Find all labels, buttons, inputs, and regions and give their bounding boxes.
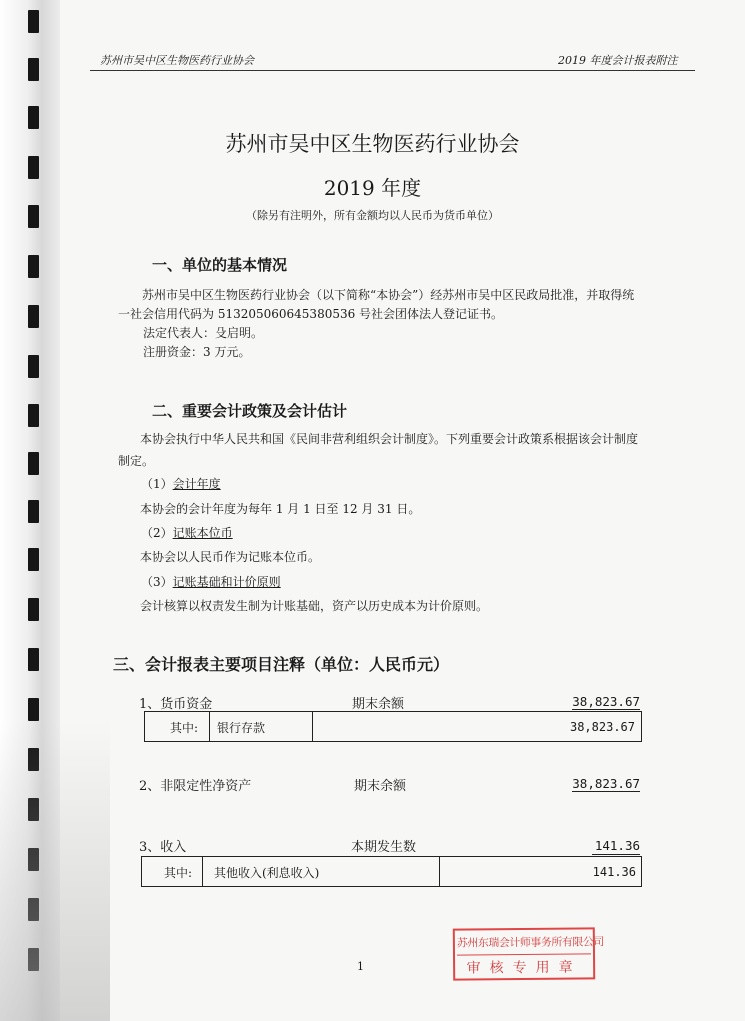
table-divider bbox=[312, 712, 313, 741]
policy-item-3-text: 会计核算以权责发生制为计账基础，资产以历史成本为计价原则。 bbox=[140, 599, 489, 613]
section2-heading: 二、重要会计政策及会计估计 bbox=[152, 402, 348, 420]
binding-hole bbox=[28, 698, 39, 721]
binding-hole bbox=[28, 548, 39, 571]
section3-heading: 三、会计报表主要项目注释（单位：人民币元） bbox=[113, 655, 450, 674]
cash-funds-sub-prefix: 其中: bbox=[170, 721, 199, 735]
revenue-underline bbox=[592, 854, 640, 855]
section1-heading: 一、单位的基本情况 bbox=[152, 256, 288, 274]
legal-representative: 法定代表人：殳启明。 bbox=[143, 326, 264, 340]
policy-item-3-title: 记账基础和计价原则 bbox=[172, 575, 281, 589]
cash-funds-label: 1、货币资金 bbox=[139, 697, 213, 712]
bank-deposit-label: 银行存款 bbox=[217, 721, 266, 735]
policy-item-2-title: 记账本位币 bbox=[172, 526, 233, 540]
revenue-sub-prefix: 其中: bbox=[164, 866, 193, 880]
running-header-left: 苏州市吴中区生物医药行业协会 bbox=[100, 54, 254, 67]
policy-item-3 bbox=[141, 573, 281, 590]
policy-item-2-number: （2） bbox=[141, 526, 173, 540]
revenue-detail-table bbox=[141, 856, 642, 887]
stamp-firm-name: 苏州东瑞会计师事务所有限公司 bbox=[456, 935, 604, 950]
binding-hole bbox=[28, 598, 39, 621]
audit-stamp bbox=[453, 927, 604, 980]
policy-item-2 bbox=[141, 524, 233, 541]
binding-hole bbox=[28, 500, 39, 523]
cash-funds-value: 38,823.67 bbox=[572, 694, 640, 709]
cash-funds-column-header: 期末余额 bbox=[352, 697, 405, 712]
binding-hole bbox=[28, 648, 39, 671]
policy-item-2-text: 本协会以人民币作为记账本位币。 bbox=[140, 550, 321, 564]
document-title: 苏州市吴中区生物医药行业协会 bbox=[225, 132, 520, 156]
page-number: 1 bbox=[357, 960, 364, 973]
registered-capital: 注册资金：3 万元。 bbox=[143, 345, 251, 359]
section2-intro-line1: 本协会执行中华人民共和国《民间非营利组织会计制度》。下列重要会计政策系根据该会计制度 bbox=[140, 432, 639, 446]
binding-hole bbox=[28, 355, 39, 378]
binding-hole bbox=[28, 255, 39, 278]
table-divider bbox=[439, 857, 440, 886]
policy-item-1-number: （1） bbox=[141, 477, 173, 491]
table-divider bbox=[202, 857, 203, 886]
header-rule bbox=[90, 70, 695, 71]
section2-intro-line2: 制定。 bbox=[118, 454, 155, 468]
policy-item-1 bbox=[141, 475, 221, 492]
policy-item-1-title: 会计年度 bbox=[172, 477, 221, 491]
policy-item-3-number: （3） bbox=[141, 575, 173, 589]
other-income-value: 141.36 bbox=[592, 865, 636, 879]
revenue-column-header: 本期发生数 bbox=[351, 840, 417, 855]
unrestricted-net-assets-underline bbox=[572, 791, 640, 792]
binding-hole bbox=[28, 106, 39, 129]
revenue-label: 3、收入 bbox=[139, 840, 187, 855]
unrestricted-net-assets-column-header: 期末余额 bbox=[354, 779, 407, 794]
unrestricted-net-assets-label: 2、非限定性净资产 bbox=[139, 779, 252, 794]
stamp-purpose: 审核专用章 bbox=[457, 953, 591, 977]
currency-note: （除另有注明外，所有金额均以人民币为货币单位） bbox=[246, 209, 499, 222]
policy-item-1-text: 本协会的会计年度为每年 1 月 1 日至 12 月 31 日。 bbox=[140, 502, 421, 516]
binding-hole bbox=[28, 58, 39, 81]
binding-hole bbox=[28, 404, 39, 427]
cash-funds-detail-table bbox=[144, 711, 642, 742]
table-divider bbox=[209, 712, 210, 741]
section1-line1: 苏州市吴中区生物医药行业协会（以下简称“本协会”）经苏州市吴中区民政局批准，并取得统 bbox=[142, 288, 635, 302]
scan-shadow bbox=[0, 721, 110, 1021]
binding-hole bbox=[28, 305, 39, 328]
unrestricted-net-assets-value: 38,823.67 bbox=[572, 776, 640, 791]
section1-line2: 一社会信用代码为 513205060645380536 号社会团体法人登记证书。 bbox=[118, 307, 504, 321]
document-year: 2019 年度 bbox=[323, 176, 422, 200]
bank-deposit-value: 38,823.67 bbox=[569, 720, 635, 734]
other-income-label: 其他收入(利息收入) bbox=[214, 866, 320, 880]
binding-hole bbox=[28, 10, 39, 33]
cash-funds-underline bbox=[572, 709, 640, 710]
binding-hole bbox=[28, 452, 39, 475]
revenue-value: 141.36 bbox=[594, 838, 640, 853]
running-header-right: 2019 年度会计报表附注 bbox=[558, 54, 678, 67]
